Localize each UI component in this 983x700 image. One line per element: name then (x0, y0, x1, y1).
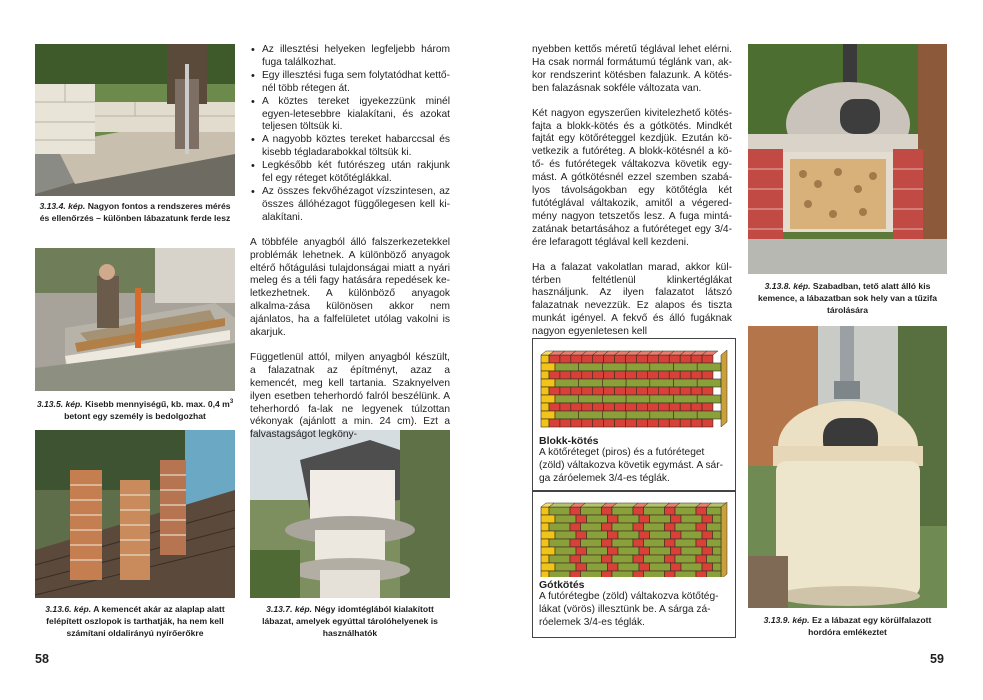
brick (541, 355, 549, 363)
brick (626, 387, 637, 395)
brick (602, 379, 626, 387)
page-number-right: 59 (930, 652, 944, 666)
brick (555, 411, 579, 419)
brick (650, 531, 671, 539)
brick (582, 371, 593, 379)
brick (602, 539, 613, 547)
brick (587, 531, 608, 539)
bond-title: Gótkötés (539, 579, 585, 591)
brick (571, 387, 582, 395)
brick (571, 355, 582, 363)
brick (555, 379, 579, 387)
brick (636, 403, 647, 411)
brick (697, 363, 721, 371)
brick (593, 387, 604, 395)
brick (707, 507, 722, 515)
brick (707, 539, 722, 547)
brick (697, 379, 721, 387)
brick (555, 515, 576, 523)
brick (541, 571, 549, 577)
brick (639, 515, 650, 523)
brick (602, 363, 626, 371)
brick (602, 507, 613, 515)
paragraph: Függetlenül attól, milyen anyagból készült, a falazatnak az építményt, azaz a kemencét, meg kell tartania. Szaknyelven ilyen esetben teherhordó falról beszélünk. A teherhordó fa-lak ne legyenek túlzottan vékonyak (ajánlott a min. 24 cm). Ezt a falvastagságot legköny- (250, 351, 450, 441)
brick (576, 547, 587, 555)
brick (608, 515, 619, 523)
brick (549, 403, 560, 411)
brick (633, 523, 644, 531)
brick (626, 355, 637, 363)
brick (669, 403, 680, 411)
right-text-column (532, 44, 732, 351)
brick (713, 547, 722, 555)
brick (541, 547, 555, 555)
bond-title: Blokk-kötés (539, 435, 599, 447)
brick (541, 363, 555, 371)
brick (626, 379, 650, 387)
brick (674, 395, 698, 403)
brick (636, 419, 647, 427)
wall-side (721, 502, 727, 577)
photo-3-13-5-concrete (35, 248, 235, 391)
brick (650, 563, 671, 571)
caption-3-13-9 (748, 614, 947, 638)
brick (593, 419, 604, 427)
brick (702, 371, 713, 379)
brick (650, 411, 674, 419)
rule-item: • Az összes fekvőhézagot vízszintesen, az összes állóhézagot függőlegesen kell ki-alakítani. (262, 186, 450, 225)
brick (604, 371, 615, 379)
rule-list (250, 44, 450, 225)
brick (647, 419, 658, 427)
caption-3-13-7 (250, 603, 450, 639)
brick (560, 419, 571, 427)
brick (691, 403, 702, 411)
brick (602, 571, 613, 577)
brick (674, 363, 698, 371)
brick (633, 571, 644, 577)
brick (555, 363, 579, 371)
brick (713, 531, 722, 539)
brick (541, 403, 549, 411)
brick (549, 355, 560, 363)
brick (555, 395, 579, 403)
caption-text-b: betont egy személy is bedolgozhat (64, 410, 206, 421)
brick (650, 363, 674, 371)
brick (650, 515, 671, 523)
brick (675, 523, 696, 531)
brick (647, 403, 658, 411)
brick (626, 371, 637, 379)
bond-diagram-block (532, 338, 736, 492)
brick (560, 403, 571, 411)
brick (555, 531, 576, 539)
brick (587, 547, 608, 555)
brick (691, 355, 702, 363)
brick (608, 547, 619, 555)
brick (658, 355, 669, 363)
brick (593, 371, 604, 379)
brick (618, 531, 639, 539)
brick (560, 371, 571, 379)
brick (582, 355, 593, 363)
brick (604, 403, 615, 411)
photo-3-13-8-oven-with-wood-storage (748, 44, 947, 274)
brick (581, 571, 602, 577)
caption-text-a: Kisebb mennyiségű, kb. max. 0,4 m (85, 398, 230, 409)
caption-superscript: 3 (229, 399, 234, 405)
brick (713, 563, 722, 571)
brick (702, 547, 713, 555)
brick (650, 395, 674, 403)
brick (650, 547, 671, 555)
brick (593, 355, 604, 363)
brick (696, 507, 707, 515)
gothic-bond-illustration (533, 491, 735, 577)
brick (570, 539, 581, 547)
brick (571, 403, 582, 411)
brick (576, 563, 587, 571)
brick (702, 419, 713, 427)
brick (665, 539, 676, 547)
brick (671, 547, 682, 555)
brick (707, 571, 722, 577)
brick (696, 523, 707, 531)
brick (579, 395, 603, 403)
rule-item: • A nagyobb köztes tereket habarccsal és kisebb tégladarabokkal töltsük ki. (262, 134, 450, 160)
brick (644, 539, 665, 547)
brick (618, 515, 639, 523)
brick (582, 403, 593, 411)
bond-text: A futórétegbe (zöld) váltakozva kötőtég-lákat (vörös) illesztünk be. A sárga zá-róelemek 3/4-es téglák. (539, 591, 719, 628)
caption-number: 3.13.5. kép. (36, 398, 83, 409)
brick (541, 531, 555, 539)
brick (582, 387, 593, 395)
brick (604, 387, 615, 395)
caption-number: 3.13.7. kép. (266, 604, 313, 614)
brick (671, 531, 682, 539)
brick (671, 515, 682, 523)
brick (669, 371, 680, 379)
brick (644, 555, 665, 563)
brick (675, 571, 696, 577)
brick (633, 539, 644, 547)
brick (681, 547, 702, 555)
brick (604, 355, 615, 363)
brick (665, 523, 676, 531)
brick (579, 363, 603, 371)
paragraph: Ha a falazat vakolatlan marad, akkor kül-térben feltétlenül klinkertéglákat használjunk. Az ilyen falazatot látszó falazatnak nevezzük. Ez alapos és tiszta munkát igényel. A fekvő és álló fugáknak nagyon egyenletesen kell (532, 261, 732, 338)
brick (549, 539, 570, 547)
brick (608, 531, 619, 539)
brick (633, 507, 644, 515)
brick (658, 387, 669, 395)
bond-diagram-gothic (532, 490, 736, 638)
brick (626, 395, 650, 403)
brick (541, 515, 555, 523)
caption-3-13-4 (35, 200, 235, 224)
bond-text: A kötőréteget (piros) és a futóréteget (zöld) váltakozva követik egymást. A sár-ga záróelemek 3/4-es téglák. (539, 447, 724, 484)
brick (549, 371, 560, 379)
brick (582, 419, 593, 427)
brick (587, 515, 608, 523)
caption-text: Négy idomtéglából kialakított lábazat, amelyek egyúttal tárolóhelyenek is használhatók (262, 604, 438, 638)
brick (702, 515, 713, 523)
brick (570, 523, 581, 531)
brick (674, 411, 698, 419)
brick (680, 355, 691, 363)
rule-item: • Legkésőbb két futórészeg után rakjunk fel egy réteget kötőtéglákkal. (262, 160, 450, 186)
caption-text: Szabadban, tető alatt álló kis kemence, a lábazatban sok hely van a tűzifa tárolására (757, 281, 938, 315)
brick (602, 555, 613, 563)
brick (658, 403, 669, 411)
brick (697, 411, 721, 419)
brick (691, 371, 702, 379)
brick (612, 555, 633, 563)
brick (576, 515, 587, 523)
photo-3-13-7-shaped-bricks (250, 430, 450, 598)
brick (696, 571, 707, 577)
brick (570, 571, 581, 577)
brick (571, 371, 582, 379)
block-bond-illustration (533, 339, 735, 431)
photo-3-13-4-measuring (35, 44, 235, 196)
brick (633, 555, 644, 563)
brick (680, 419, 691, 427)
brick (541, 379, 555, 387)
brick (602, 523, 613, 531)
brick (636, 387, 647, 395)
brick (541, 387, 549, 395)
caption-text: A kemencét akár az alaplap alatt felépített oszlopok is tarthatják, ha nem kell számítani oldalirányú nyírőerőkre (46, 604, 225, 638)
brick (626, 363, 650, 371)
brick (674, 379, 698, 387)
brick (579, 411, 603, 419)
brick (541, 539, 549, 547)
brick (639, 563, 650, 571)
brick (570, 507, 581, 515)
brick (647, 355, 658, 363)
brick (665, 571, 676, 577)
brick (541, 507, 549, 515)
brick (541, 411, 555, 419)
brick (680, 371, 691, 379)
brick (560, 387, 571, 395)
brick (602, 411, 626, 419)
brick (713, 515, 722, 523)
brick (549, 555, 570, 563)
brick (658, 419, 669, 427)
brick (581, 539, 602, 547)
caption-number: 3.13.9. kép. (763, 615, 810, 625)
brick (665, 555, 676, 563)
brick (581, 507, 602, 515)
brick (636, 355, 647, 363)
brick (549, 387, 560, 395)
brick (579, 379, 603, 387)
brick (696, 555, 707, 563)
brick (602, 395, 626, 403)
brick (702, 531, 713, 539)
brick (644, 523, 665, 531)
brick (612, 523, 633, 531)
brick (691, 419, 702, 427)
caption-number: 3.13.4. kép. (39, 201, 86, 211)
caption-number: 3.13.8. kép. (764, 281, 811, 291)
brick (549, 523, 570, 531)
brick (615, 419, 626, 427)
caption-text: Ez a lábazat egy körülfalazott hordóra emlékeztet (808, 615, 932, 637)
brick (702, 387, 713, 395)
brick (639, 547, 650, 555)
brick (680, 403, 691, 411)
wall-side (721, 350, 727, 427)
brick (707, 555, 722, 563)
rule-item: • Egy illesztési fuga sem folytatódhat kettő-nél több rétegen át. (262, 70, 450, 96)
left-text-column (250, 44, 450, 454)
photo-3-13-6-brick-pillars (35, 430, 235, 598)
paragraph: A többféle anyagból álló falszerkezetekkel problémák lehetnek. A különböző anyagok eltérő hőtágulási tulajdonságai miatt a nyári meleg és a téli fagy hatására repedések ke-letkezhetnek. A különböző anyagok alkalma-zása különösen akkor nem ajánlatos, ha a falfelületet utólag vakolni is akarjuk. (250, 236, 450, 339)
brick (647, 371, 658, 379)
brick (707, 523, 722, 531)
brick (541, 419, 549, 427)
brick (571, 419, 582, 427)
brick (681, 515, 702, 523)
brick (549, 419, 560, 427)
brick (671, 563, 682, 571)
brick (555, 547, 576, 555)
brick (644, 571, 665, 577)
brick (541, 395, 555, 403)
caption-3-13-6 (35, 603, 235, 639)
brick (541, 555, 549, 563)
brick (612, 507, 633, 515)
brick (560, 355, 571, 363)
brick (618, 547, 639, 555)
brick (593, 403, 604, 411)
brick (665, 507, 676, 515)
brick (581, 555, 602, 563)
brick (541, 563, 555, 571)
brick (541, 523, 549, 531)
brick (669, 387, 680, 395)
brick (549, 507, 570, 515)
brick (608, 563, 619, 571)
brick (581, 523, 602, 531)
brick (669, 419, 680, 427)
brick (675, 507, 696, 515)
brick (691, 387, 702, 395)
brick (697, 395, 721, 403)
brick (626, 403, 637, 411)
brick (669, 355, 680, 363)
brick (587, 563, 608, 571)
brick (681, 531, 702, 539)
rule-item: • A köztes tereket igyekezzünk minél egyen-letesebbre kialakítani, és azokat teljesen töltsük ki. (262, 96, 450, 135)
brick (647, 387, 658, 395)
brick (680, 387, 691, 395)
rule-item: • Az illesztési helyeken legfeljebb három fuga találkozhat. (262, 44, 450, 70)
brick (675, 555, 696, 563)
brick (612, 571, 633, 577)
brick (639, 531, 650, 539)
brick (681, 563, 702, 571)
brick (615, 371, 626, 379)
page-number-left: 58 (35, 652, 49, 666)
brick (702, 355, 713, 363)
caption-3-13-5 (35, 396, 235, 422)
brick (650, 379, 674, 387)
brick (612, 539, 633, 547)
brick (626, 411, 650, 419)
caption-3-13-8 (748, 280, 947, 316)
brick (570, 555, 581, 563)
brick (618, 563, 639, 571)
paragraph: Két nagyon egyszerűen kivitelezhető kötés-fajta a blokk-kötés és a gótkötés. Mindkét fajtát egy kötőréteggel kezdjük. Ezután kö-vetkezik a futóréteg. A blokk-kötésnél a kö-tő- és futórétegek váltakozva követik egy-mást. A gótkötésnél ezzel szemben szabá-lyos távolságokban egy kötőtégla két futótéglával váltakozik, amitől a végered-mény nagyon tetszetős lesz. A fuga mintá-zatának betartásához a futóréteget egy 3/4-ére lefaragott téglával kell kezdeni. (532, 107, 732, 248)
brick (675, 539, 696, 547)
brick (541, 371, 549, 379)
caption-text: Nagyon fontos a rendszeres mérés és ellenőrzés – különben lábazatunk ferde lesz (39, 201, 231, 223)
brick (615, 387, 626, 395)
brick (604, 419, 615, 427)
brick (549, 571, 570, 577)
brick (644, 507, 665, 515)
caption-number: 3.13.6. kép. (45, 604, 92, 614)
brick (658, 371, 669, 379)
brick (702, 563, 713, 571)
brick (702, 403, 713, 411)
brick (615, 403, 626, 411)
photo-3-13-9-round-oven (748, 326, 947, 608)
brick (626, 419, 637, 427)
paragraph: nyebben kettős méretű téglával lehet elérni. Ha csak normál formátumú téglánk van, ak-kor rendszerint kötésben falazunk. A kötés-ben falazásnak sokféle változata van. (532, 44, 732, 94)
brick (555, 563, 576, 571)
brick (576, 531, 587, 539)
brick (615, 355, 626, 363)
brick (636, 371, 647, 379)
brick (696, 539, 707, 547)
